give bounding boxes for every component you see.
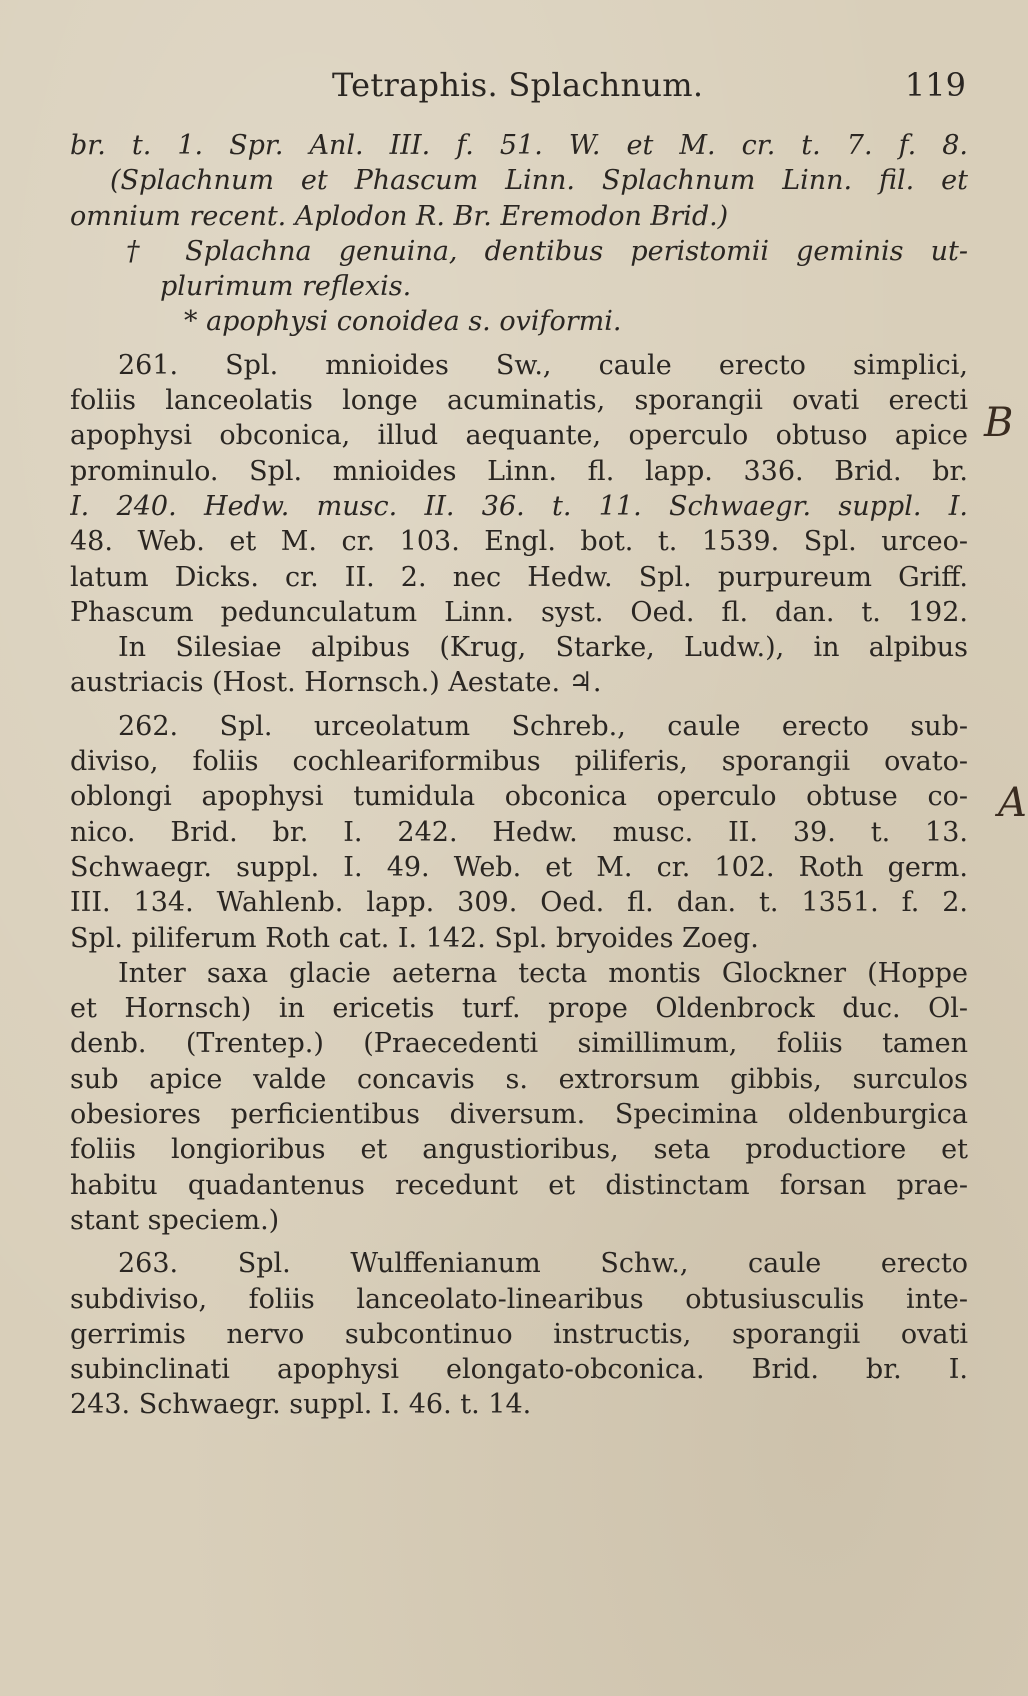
text-line: sub apice valde concavis s. extrorsum gibbis, surculos xyxy=(70,1063,968,1095)
text-line: nico. Brid. br. I. 242. Hedw. musc. II. 39. t. 13. xyxy=(70,816,968,848)
text-line: I. 240. Hedw. musc. II. 36. t. 11. Schwaegr. suppl. I. xyxy=(70,490,968,522)
text-line: et Hornsch) in ericetis turf. prope Oldenbrock duc. Ol- xyxy=(70,993,968,1025)
text-line: gerrimis nervo subcontinuo instructis, sporangii ovati xyxy=(70,1318,968,1350)
text-line: Phascum pedunculatum Linn. syst. Oed. fl. dan. t. 192. xyxy=(70,596,968,628)
text-line: 48. Web. et M. cr. 103. Engl. bot. t. 1539. Spl. urceo- xyxy=(70,526,968,558)
text-line: subinclinati apophysi elongato-obconica. Brid. br. I. xyxy=(70,1354,968,1386)
species-entry-line: 261. Spl. mnioides Sw., caule erecto simplici, xyxy=(118,349,968,381)
text-line: 243. Schwaegr. suppl. I. 46. t. 14. xyxy=(70,1389,532,1421)
section-heading-line: plurimum reflexis. xyxy=(160,271,412,303)
text-line: foliis longioribus et angustioribus, seta productiore et xyxy=(70,1134,968,1166)
text-line: Spl. piliferum Roth cat. I. 142. Spl. bryoides Zoeg. xyxy=(70,922,759,954)
text-line: In Silesiae alpibus (Krug, Starke, Ludw.), in alpibus xyxy=(118,632,968,664)
text-line: III. 134. Wahlenb. lapp. 309. Oed. fl. dan. t. 1351. f. 2. xyxy=(70,887,968,919)
page-body xyxy=(70,128,968,1423)
species-entry-line: 262. Spl. urceolatum Schreb., caule erecto sub- xyxy=(118,710,968,742)
text-line: denb. (Trentep.) (Praecedenti simillimum, foliis tamen xyxy=(70,1028,968,1060)
text-line: latum Dicks. cr. II. 2. nec Hedw. Spl. purpureum Griff. xyxy=(70,561,968,593)
text-line: Inter saxa glacie aeterna tecta montis Glockner (Hoppe xyxy=(118,957,968,989)
subsection-heading-line: * apophysi conoidea s. oviformi. xyxy=(184,306,622,338)
text-line: subdiviso, foliis lanceolato-linearibus obtusiusculis inte- xyxy=(70,1283,968,1315)
text-line: prominulo. Spl. mnioides Linn. fl. lapp. 336. Brid. br. xyxy=(70,455,968,487)
text-line: diviso, foliis cochleariformibus piliferis, sporangii ovato- xyxy=(70,746,968,778)
text-line: oblongi apophysi tumidula obconica operculo obtuse co- xyxy=(70,781,968,813)
text-line: omnium recent. Aplodon R. Br. Eremodon Brid.) xyxy=(70,200,729,232)
page-number: 119 xyxy=(904,66,966,104)
text-line: obesiores perficientibus diversum. Specimina oldenburgica xyxy=(70,1099,968,1131)
species-entry-line: 263. Spl. Wulffenianum Schw., caule erecto xyxy=(118,1248,968,1280)
text-line: br. t. 1. Spr. Anl. III. f. 51. W. et M. cr. t. 7. f. 8. xyxy=(70,130,968,161)
text-line: Schwaegr. suppl. I. 49. Web. et M. cr. 102. Roth germ. xyxy=(70,851,968,883)
page-header xyxy=(70,66,970,110)
text-line: apophysi obconica, illud aequante, operculo obtuso apice xyxy=(70,420,968,452)
text-line: stant speciem.) xyxy=(70,1204,280,1236)
running-title: Tetraphis. Splachnum. xyxy=(332,66,704,104)
text-line: foliis lanceolatis longe acuminatis, sporangii ovati erecti xyxy=(70,385,968,417)
section-heading-line: † Splachna genuina, dentibus peristomii geminis ut- xyxy=(126,235,968,267)
margin-annotation: A xyxy=(998,780,1027,826)
text-line: (Splachnum et Phascum Linn. Splachnum Linn. fil. et xyxy=(110,165,968,197)
text-line: austriacis (Host. Hornsch.) Aestate. ♃. xyxy=(70,667,602,699)
text-line: habitu quadantenus recedunt et distinctam forsan prae- xyxy=(70,1169,968,1201)
margin-annotation: B xyxy=(984,400,1014,446)
